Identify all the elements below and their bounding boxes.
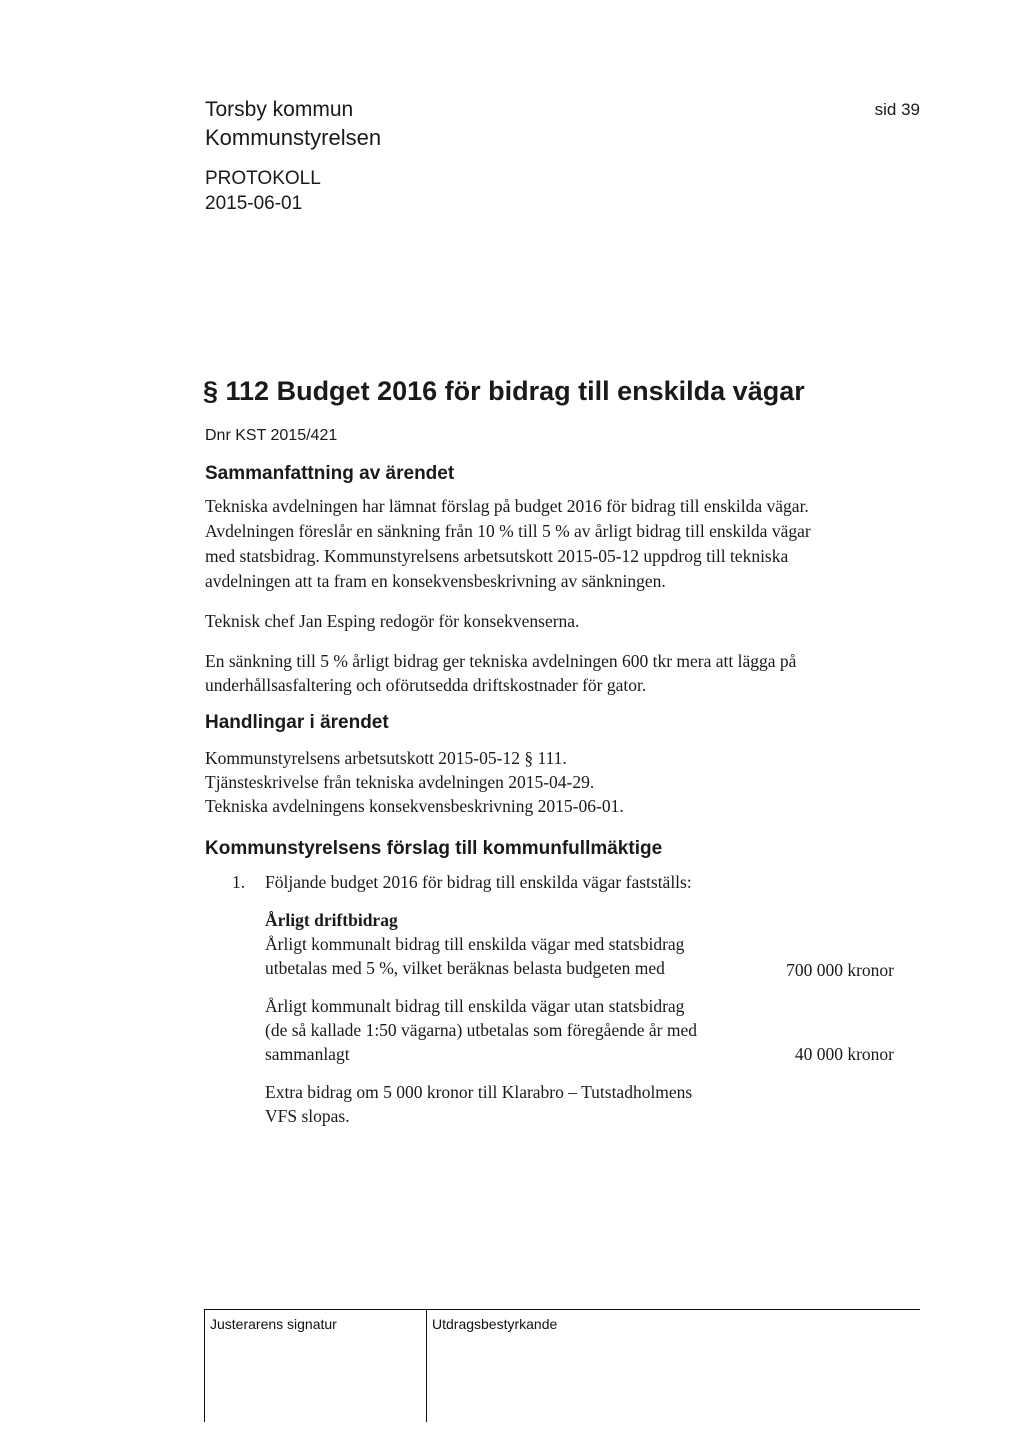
amount-with-state-grant: 700 000 kronor bbox=[786, 960, 894, 980]
proposal-block-2-line-1: Årligt kommunalt bidrag till enskilda vägar utan statsbidrag bbox=[265, 996, 685, 1016]
proposal-item-number: 1. bbox=[232, 872, 246, 892]
summary-line-1: Tekniska avdelningen har lämnat förslag på budget 2016 för bidrag till enskilda vägar. bbox=[205, 496, 809, 516]
summary-line-2: Avdelningen föreslår en sänkning från 10 % till 5 % av årligt bidrag till enskilda vägar bbox=[205, 521, 811, 541]
proposal-block-1-line-1: Årligt kommunalt bidrag till enskilda vägar med statsbidrag bbox=[265, 934, 685, 954]
board-name: Kommunstyrelsen bbox=[205, 125, 382, 150]
proposal-heading: Kommunstyrelsens förslag till kommunfullmäktige bbox=[205, 838, 663, 859]
documents-heading: Handlingar i ärendet bbox=[205, 712, 389, 733]
summary-line-3: med statsbidrag. Kommunstyrelsens arbetsutskott 2015-05-12 uppdrog till tekniska bbox=[205, 546, 789, 566]
page-number: sid 39 bbox=[874, 100, 920, 119]
section-title: § 112 Budget 2016 för bidrag till enskilda vägar bbox=[203, 376, 805, 406]
org-name: Torsby kommun bbox=[205, 98, 354, 121]
signature-box-left-border bbox=[204, 1309, 205, 1422]
proposal-block-2-line-3: sammanlagt bbox=[265, 1044, 350, 1064]
signature-label: Justerarens signatur bbox=[210, 1316, 337, 1332]
document-type: PROTOKOLL bbox=[205, 168, 321, 189]
proposal-block-1-line-2: utbetalas med 5 %, vilket beräknas belasta budgeten med bbox=[265, 958, 665, 978]
proposal-block-2-line-2: (de så kallade 1:50 vägarna) utbetalas som föregående år med bbox=[265, 1020, 697, 1040]
summary-heading: Sammanfattning av ärendet bbox=[205, 463, 455, 484]
extract-label: Utdragsbestyrkande bbox=[432, 1316, 558, 1332]
proposal-item-text: Följande budget 2016 för bidrag till enskilda vägar fastställs: bbox=[265, 872, 692, 892]
document-item-1: Kommunstyrelsens arbetsutskott 2015-05-12 § 111. bbox=[205, 748, 567, 768]
document-item-3: Tekniska avdelningens konsekvensbeskrivning 2015-06-01. bbox=[205, 796, 624, 816]
amount-without-state-grant: 40 000 kronor bbox=[794, 1044, 894, 1064]
document-item-2: Tjänsteskrivelse från tekniska avdelningen 2015-04-29. bbox=[205, 772, 595, 792]
case-number: Dnr KST 2015/421 bbox=[205, 427, 338, 444]
meeting-date: 2015-06-01 bbox=[205, 193, 303, 214]
signature-box-divider bbox=[426, 1309, 427, 1422]
summary-paragraph-3-line-2: underhållsasfaltering och oförutsedda driftskostnader för gator. bbox=[205, 675, 647, 695]
summary-paragraph-2: Teknisk chef Jan Esping redogör för konsekvenserna. bbox=[205, 611, 580, 631]
proposal-block-3-line-2: VFS slopas. bbox=[265, 1106, 350, 1126]
summary-paragraph-3-line-1: En sänkning till 5 % årligt bidrag ger tekniska avdelningen 600 tkr mera att lägga på bbox=[205, 651, 797, 671]
proposal-block-3-line-1: Extra bidrag om 5 000 kronor till Klarabro – Tutstadholmens bbox=[265, 1082, 693, 1102]
footer-rule bbox=[204, 1309, 920, 1310]
proposal-subheading: Årligt driftbidrag bbox=[265, 910, 398, 930]
summary-line-4: avdelningen att ta fram en konsekvensbeskrivning av sänkningen. bbox=[205, 571, 666, 591]
